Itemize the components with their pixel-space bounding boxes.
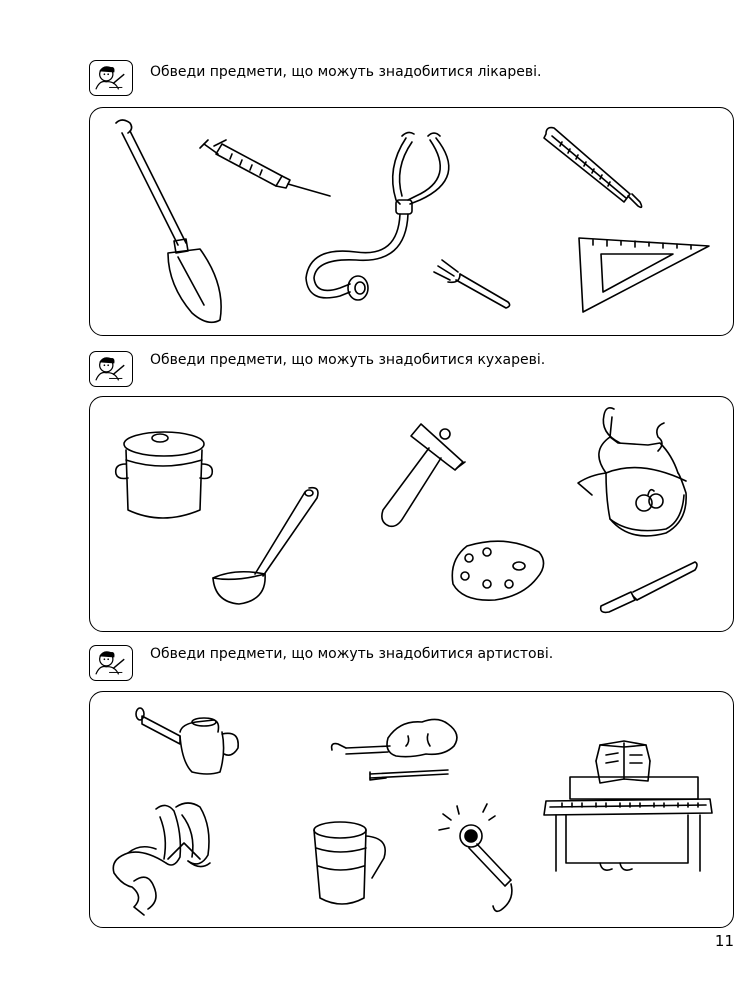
hammer-picture[interactable]: [375, 418, 475, 533]
violin-picture[interactable]: [326, 712, 464, 784]
piano-picture[interactable]: [540, 733, 715, 878]
bucket-picture[interactable]: [302, 814, 388, 914]
fork-picture[interactable]: [430, 256, 515, 316]
page-number: 11: [714, 932, 734, 950]
child-writing-icon: [90, 646, 132, 680]
watering-can-picture[interactable]: [132, 702, 244, 778]
paint-palette-picture[interactable]: [447, 536, 552, 606]
apron-picture[interactable]: [570, 403, 695, 546]
task-icon-child: [89, 351, 133, 387]
task-2-instruction: Обведи предмети, що можуть знадобитися кухареві.: [150, 352, 546, 368]
task-icon-child: [89, 645, 133, 681]
task-3-instruction: Обведи предмети, що можуть знадобитися артистові.: [150, 646, 554, 662]
thermometer-picture[interactable]: [540, 124, 650, 214]
child-writing-icon: [90, 61, 132, 95]
task-1-instruction: Обведи предмети, що можуть знадобитися лікареві.: [150, 64, 542, 80]
child-writing-icon: [90, 352, 132, 386]
knife-picture[interactable]: [595, 558, 703, 618]
pot-picture[interactable]: [112, 428, 216, 526]
microphone-picture[interactable]: [435, 800, 527, 918]
task-icon-child: [89, 60, 133, 96]
ballet-shoes-picture[interactable]: [104, 797, 219, 920]
ladle-picture[interactable]: [205, 482, 325, 610]
set-square-picture[interactable]: [573, 232, 715, 317]
